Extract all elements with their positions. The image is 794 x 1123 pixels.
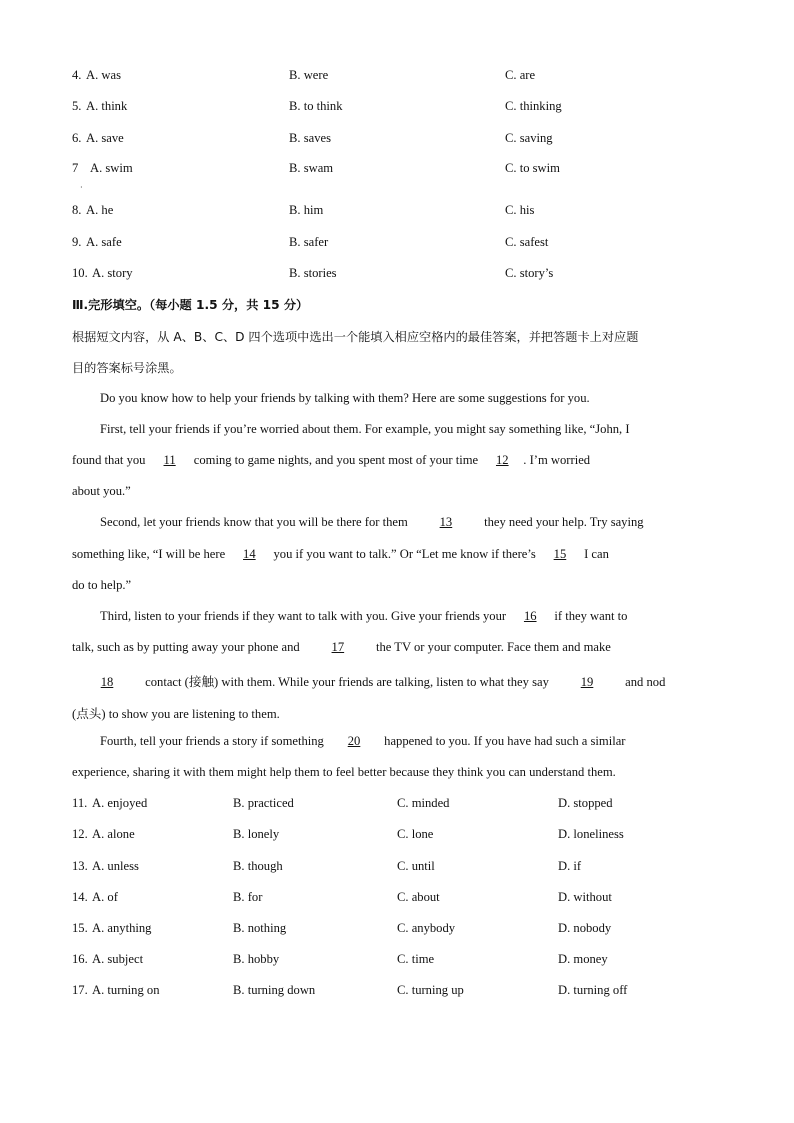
option-a: A. swim bbox=[90, 161, 133, 175]
option-a: A. alone bbox=[92, 827, 135, 841]
blank-19: 19 bbox=[580, 675, 594, 689]
passage-text: you if you want to talk.” Or “Let me know if there’s bbox=[270, 547, 539, 561]
question-row-11 bbox=[72, 796, 722, 814]
question-row-5 bbox=[72, 99, 722, 117]
option-a: A. save bbox=[86, 131, 124, 145]
passage-p3-line1 bbox=[100, 515, 750, 530]
option-c: C. anybody bbox=[397, 921, 456, 935]
option-d: D. nobody bbox=[558, 921, 612, 935]
passage-text: Third, listen to your friends if they want to talk with you. Give your friends your bbox=[100, 609, 510, 623]
option-c: C. thinking bbox=[505, 99, 562, 113]
option-c: C. to swim bbox=[505, 161, 560, 175]
passage-p5-line2: experience, sharing it with them might help them to feel better because they think you can understand them. bbox=[72, 765, 616, 779]
option-c: C. time bbox=[397, 952, 435, 966]
passage-p1: Do you know how to help your friends by talking with them? Here are some suggestions for you. bbox=[100, 391, 590, 405]
question-row-10 bbox=[72, 266, 722, 284]
option-c: C. are bbox=[505, 68, 536, 82]
option-c: C. lone bbox=[397, 827, 434, 841]
passage-text: Second, let your friends know that you will be there for them bbox=[100, 515, 411, 529]
blank-15: 15 bbox=[553, 547, 567, 561]
passage-text: something like, “I will be here bbox=[72, 547, 229, 561]
question-number: 8. bbox=[72, 203, 82, 217]
blank-13: 13 bbox=[439, 515, 453, 529]
question-row-9 bbox=[72, 235, 722, 253]
option-b: B. stories bbox=[289, 266, 337, 280]
passage-p4-line3 bbox=[72, 671, 722, 690]
question-number: 14. bbox=[72, 890, 88, 904]
passage-text: talk, such as by putting away your phone and bbox=[72, 640, 303, 654]
option-d: D. without bbox=[558, 890, 612, 904]
blank-14: 14 bbox=[243, 547, 256, 561]
question-number: 4. bbox=[72, 68, 82, 82]
option-c: C. safest bbox=[505, 235, 549, 249]
section-title: Ⅲ.完形填空。（每小题 1.5 分，共 15 分） bbox=[72, 298, 309, 312]
option-a: A. turning on bbox=[92, 983, 160, 997]
option-d: D. loneliness bbox=[558, 827, 624, 841]
blank-20: 20 bbox=[347, 734, 361, 748]
question-number: 15. bbox=[72, 921, 88, 935]
option-a: A. of bbox=[92, 890, 118, 904]
option-a: A. think bbox=[86, 99, 128, 113]
question-number: 11. bbox=[72, 796, 88, 810]
option-d: D. money bbox=[558, 952, 608, 966]
option-b: B. saves bbox=[289, 131, 331, 145]
passage-text: contact (接触) with them. While your friends are talking, listen to what they say bbox=[142, 675, 553, 689]
option-b: B. hobby bbox=[233, 952, 280, 966]
question-row-15 bbox=[72, 921, 722, 939]
passage-p2-line1: First, tell your friends if you’re worried about them. For example, you might say something like, “John, I bbox=[100, 422, 630, 436]
instruction-line-1: 根据短文内容，从 A、B、C、D 四个选项中选出一个能填入相应空格内的最佳答案，并把答题卡上对应题 bbox=[72, 330, 639, 344]
option-a: A. he bbox=[86, 203, 114, 217]
passage-text: happened to you. If you have had such a similar bbox=[381, 734, 626, 748]
option-a: A. subject bbox=[92, 952, 144, 966]
question-number: 9. bbox=[72, 235, 82, 249]
blank-16: 16 bbox=[523, 609, 537, 623]
passage-p4-line2 bbox=[72, 640, 722, 655]
passage-p4-line1 bbox=[100, 609, 750, 624]
option-b: B. lonely bbox=[233, 827, 280, 841]
passage-p3-line3: do to help.” bbox=[72, 578, 132, 592]
option-a: A. safe bbox=[86, 235, 122, 249]
passage-p2-line2 bbox=[72, 453, 722, 468]
passage-p4-line4: (点头) to show you are listening to them. bbox=[72, 707, 280, 721]
question-number: 5. bbox=[72, 99, 82, 113]
option-b: B. nothing bbox=[233, 921, 287, 935]
passage-text: Fourth, tell your friends a story if something bbox=[100, 734, 328, 748]
question-row-4 bbox=[72, 68, 722, 86]
question-row-13 bbox=[72, 859, 722, 877]
question-number: 13. bbox=[72, 859, 88, 873]
option-b: B. swam bbox=[289, 161, 334, 175]
option-a: A. anything bbox=[92, 921, 152, 935]
question-row-17 bbox=[72, 983, 722, 1001]
passage-text: if they want to bbox=[551, 609, 628, 623]
question-number: 6. bbox=[72, 131, 82, 145]
passage-p3-line2 bbox=[72, 547, 722, 562]
option-b: B. to think bbox=[289, 99, 343, 113]
option-b: B. turning down bbox=[233, 983, 316, 997]
option-b: B. were bbox=[289, 68, 329, 82]
passage-text: coming to game nights, and you spent most of your time bbox=[190, 453, 482, 467]
option-d: D. if bbox=[558, 859, 582, 873]
option-a: A. was bbox=[86, 68, 121, 82]
option-a: A. unless bbox=[92, 859, 139, 873]
question-number: 7 bbox=[72, 161, 79, 175]
passage-text: the TV or your computer. Face them and make bbox=[372, 640, 611, 654]
option-b: B. him bbox=[289, 203, 324, 217]
passage-p5-line1 bbox=[100, 734, 750, 749]
question-row-16 bbox=[72, 952, 722, 970]
option-c: C. his bbox=[505, 203, 535, 217]
option-b: B. for bbox=[233, 890, 263, 904]
option-a: A. story bbox=[92, 266, 133, 280]
question-number: 10. bbox=[72, 266, 88, 280]
passage-text: they need your help. Try saying bbox=[480, 515, 644, 529]
option-c: C. minded bbox=[397, 796, 450, 810]
question-row-7 bbox=[72, 161, 722, 179]
passage-text: I can bbox=[580, 547, 609, 561]
instruction-line-2: 目的答案标号涂黑。 bbox=[72, 361, 182, 375]
blank-11: 11 bbox=[163, 453, 176, 467]
question-number: 12. bbox=[72, 827, 88, 841]
blank-18: 18 bbox=[100, 675, 114, 689]
option-b: B. safer bbox=[289, 235, 329, 249]
passage-p2-line3: about you.” bbox=[72, 484, 131, 498]
stray-dot: · bbox=[80, 183, 83, 192]
option-c: C. about bbox=[397, 890, 440, 904]
question-number: 16. bbox=[72, 952, 88, 966]
question-row-6 bbox=[72, 131, 722, 149]
passage-text: . I’m worried bbox=[523, 453, 591, 467]
blank-17: 17 bbox=[331, 640, 345, 654]
option-c: C. story’s bbox=[505, 266, 554, 280]
passage-text: found that you bbox=[72, 453, 149, 467]
option-d: D. turning off bbox=[558, 983, 628, 997]
option-c: C. saving bbox=[505, 131, 553, 145]
option-d: D. stopped bbox=[558, 796, 613, 810]
option-b: B. though bbox=[233, 859, 283, 873]
option-a: A. enjoyed bbox=[92, 796, 148, 810]
option-c: C. until bbox=[397, 859, 435, 873]
question-row-12 bbox=[72, 827, 722, 845]
blank-12: 12 bbox=[495, 453, 509, 467]
passage-text: and nod bbox=[622, 675, 666, 689]
option-c: C. turning up bbox=[397, 983, 464, 997]
question-row-14 bbox=[72, 890, 722, 908]
option-b: B. practiced bbox=[233, 796, 294, 810]
question-number: 17. bbox=[72, 983, 88, 997]
question-row-8 bbox=[72, 203, 722, 221]
